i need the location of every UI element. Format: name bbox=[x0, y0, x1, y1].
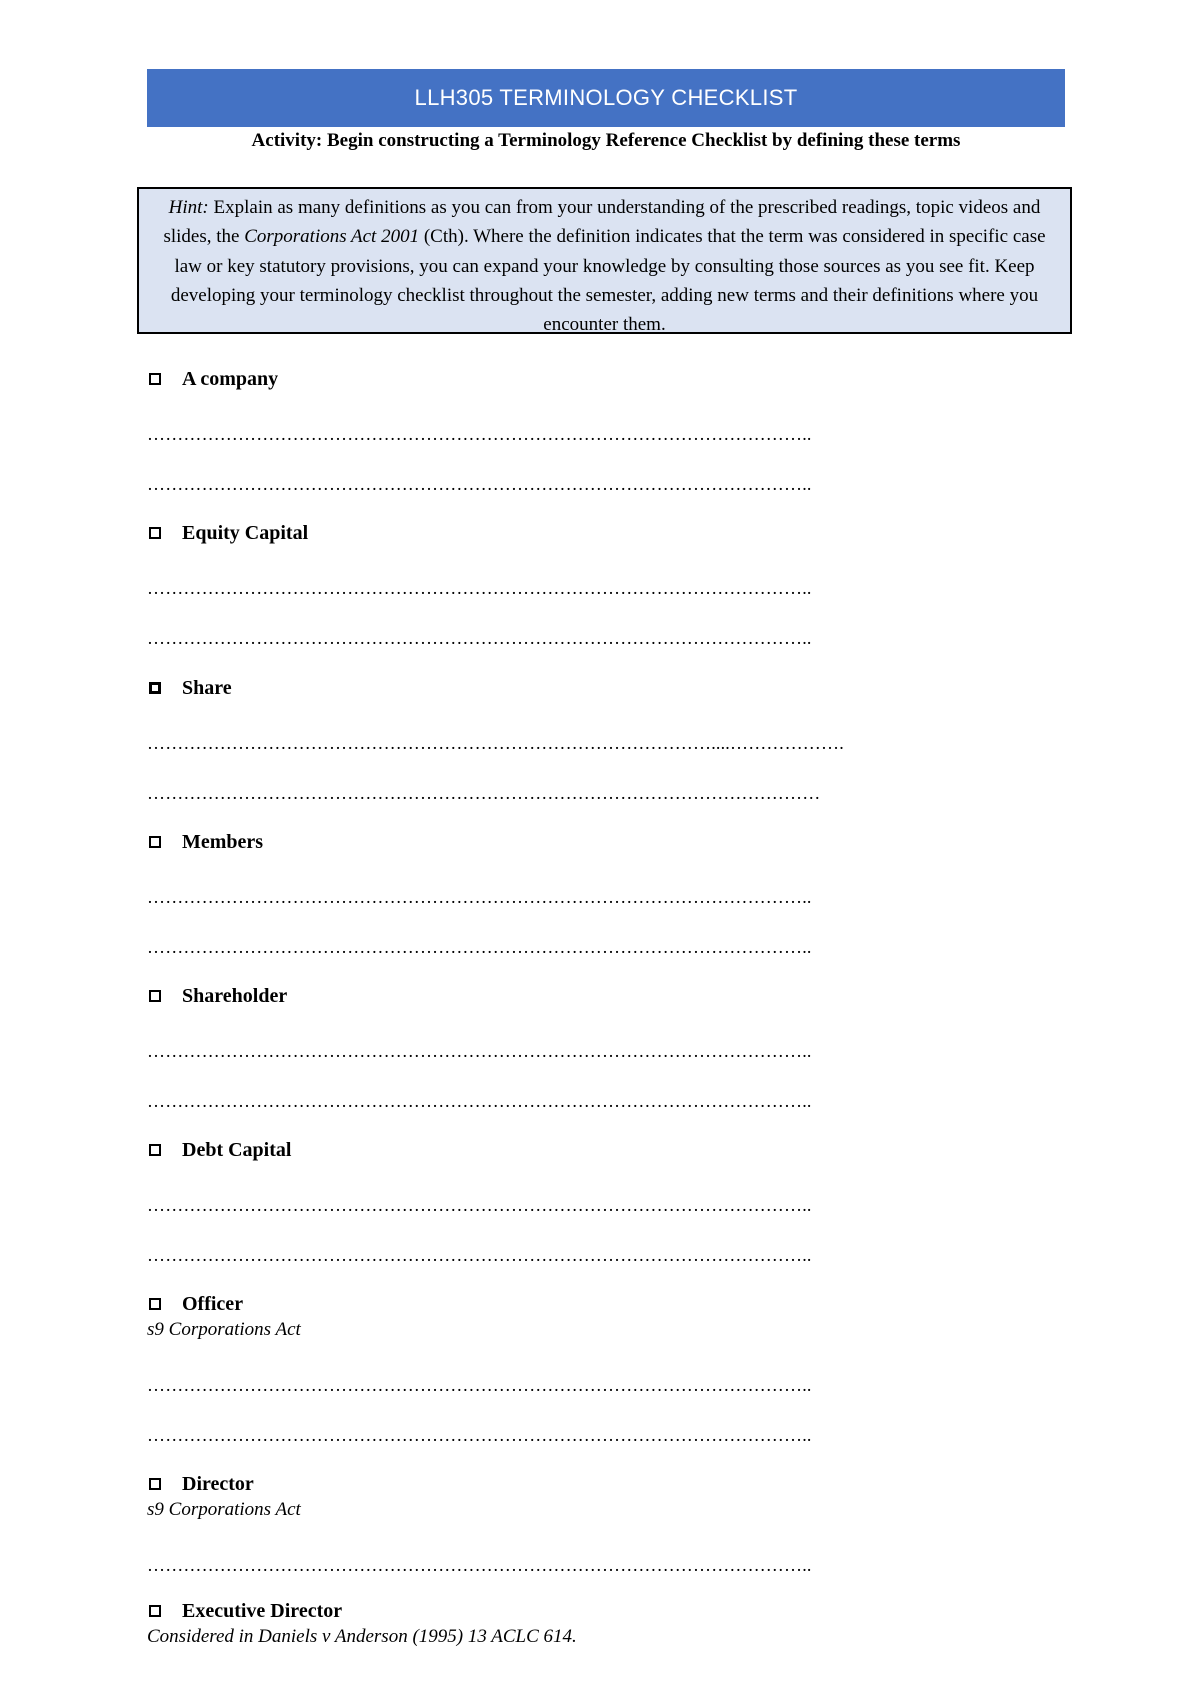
checkbox-debt-capital[interactable] bbox=[149, 1144, 161, 1156]
definition-line[interactable]: ……………………………………………………………………………………………….. bbox=[147, 1425, 812, 1445]
term-item-director bbox=[147, 1471, 1047, 1523]
checkbox-director[interactable] bbox=[149, 1478, 161, 1490]
definition-line[interactable]: …………………………………………………………………………………....………………. bbox=[147, 733, 844, 753]
definition-line[interactable]: ……………………………………………………………………………………………….. bbox=[147, 628, 812, 648]
term-label: Shareholder bbox=[182, 984, 288, 1007]
term-item-share bbox=[147, 675, 1047, 701]
term-label: Share bbox=[182, 676, 232, 699]
term-note: s9 Corporations Act bbox=[147, 1319, 301, 1340]
definition-line[interactable]: ……………………………………………………………………………………………….. bbox=[147, 1555, 812, 1575]
term-item-debt-capital bbox=[147, 1137, 1047, 1163]
checkbox-share[interactable] bbox=[149, 682, 161, 694]
term-label: Executive Director bbox=[182, 1599, 343, 1622]
hint-act-name: Corporations Act 2001 bbox=[244, 226, 420, 248]
term-item-shareholder bbox=[147, 983, 1047, 1009]
checkbox-shareholder[interactable] bbox=[149, 990, 161, 1002]
definition-line[interactable]: ……………………………………………………………………………………………….. bbox=[147, 1091, 812, 1111]
definition-line[interactable]: ……………………………………………………………………………………………….. bbox=[147, 1195, 812, 1215]
checkbox-a-company[interactable] bbox=[149, 373, 161, 385]
term-note: Considered in Daniels v Anderson (1995) 13 ACLC 614. bbox=[147, 1626, 577, 1647]
checkbox-members[interactable] bbox=[149, 836, 161, 848]
hint-text-2: (Cth). Where the definition indicates that the term was considered in specific case law or key statutory provisions, you can expand your knowledge by consulting those sources as you see fit. Keep developing your terminology checklist throughout the semester, adding new terms and their definitions where you encounter them. bbox=[170, 226, 1046, 336]
term-label: A company bbox=[182, 367, 279, 390]
definition-line[interactable]: ……………………………………………………………………………………………….. bbox=[147, 474, 812, 494]
term-item-executive-director bbox=[147, 1598, 1047, 1650]
definition-line[interactable]: ………………………………………………………………………………………………… bbox=[147, 783, 821, 803]
checkbox-equity-capital[interactable] bbox=[149, 527, 161, 539]
term-label: Members bbox=[182, 830, 264, 853]
page-title: LLH305 TERMINOLOGY CHECKLIST bbox=[414, 85, 798, 110]
hint-box bbox=[137, 187, 1072, 334]
definition-line[interactable]: ……………………………………………………………………………………………….. bbox=[147, 1375, 812, 1395]
term-note: s9 Corporations Act bbox=[147, 1499, 301, 1520]
definition-line[interactable]: ……………………………………………………………………………………………….. bbox=[147, 887, 812, 907]
term-item-equity-capital bbox=[147, 520, 1047, 546]
checkbox-officer[interactable] bbox=[149, 1298, 161, 1310]
checkbox-executive-director[interactable] bbox=[149, 1605, 161, 1617]
title-banner bbox=[147, 69, 1065, 127]
term-item-members bbox=[147, 829, 1047, 855]
activity-instruction: Activity: Begin constructing a Terminology Reference Checklist by defining these terms bbox=[251, 130, 961, 151]
term-label: Debt Capital bbox=[182, 1138, 292, 1161]
term-label: Director bbox=[182, 1472, 254, 1495]
term-item-officer bbox=[147, 1291, 1047, 1343]
definition-line[interactable]: ……………………………………………………………………………………………….. bbox=[147, 1041, 812, 1061]
term-label: Officer bbox=[182, 1292, 244, 1315]
hint-text-1: Explain as many definitions as you can from your understanding of the prescribed readings, topic videos and slides, the bbox=[163, 197, 1041, 248]
definition-line[interactable]: ……………………………………………………………………………………………….. bbox=[147, 1245, 812, 1265]
definition-line[interactable]: ……………………………………………………………………………………………….. bbox=[147, 578, 812, 598]
term-item-a-company bbox=[147, 366, 1047, 392]
definition-line[interactable]: ……………………………………………………………………………………………….. bbox=[147, 424, 812, 444]
definition-line[interactable]: ……………………………………………………………………………………………….. bbox=[147, 937, 812, 957]
hint-label: Hint: bbox=[168, 197, 209, 218]
term-label: Equity Capital bbox=[182, 521, 309, 544]
